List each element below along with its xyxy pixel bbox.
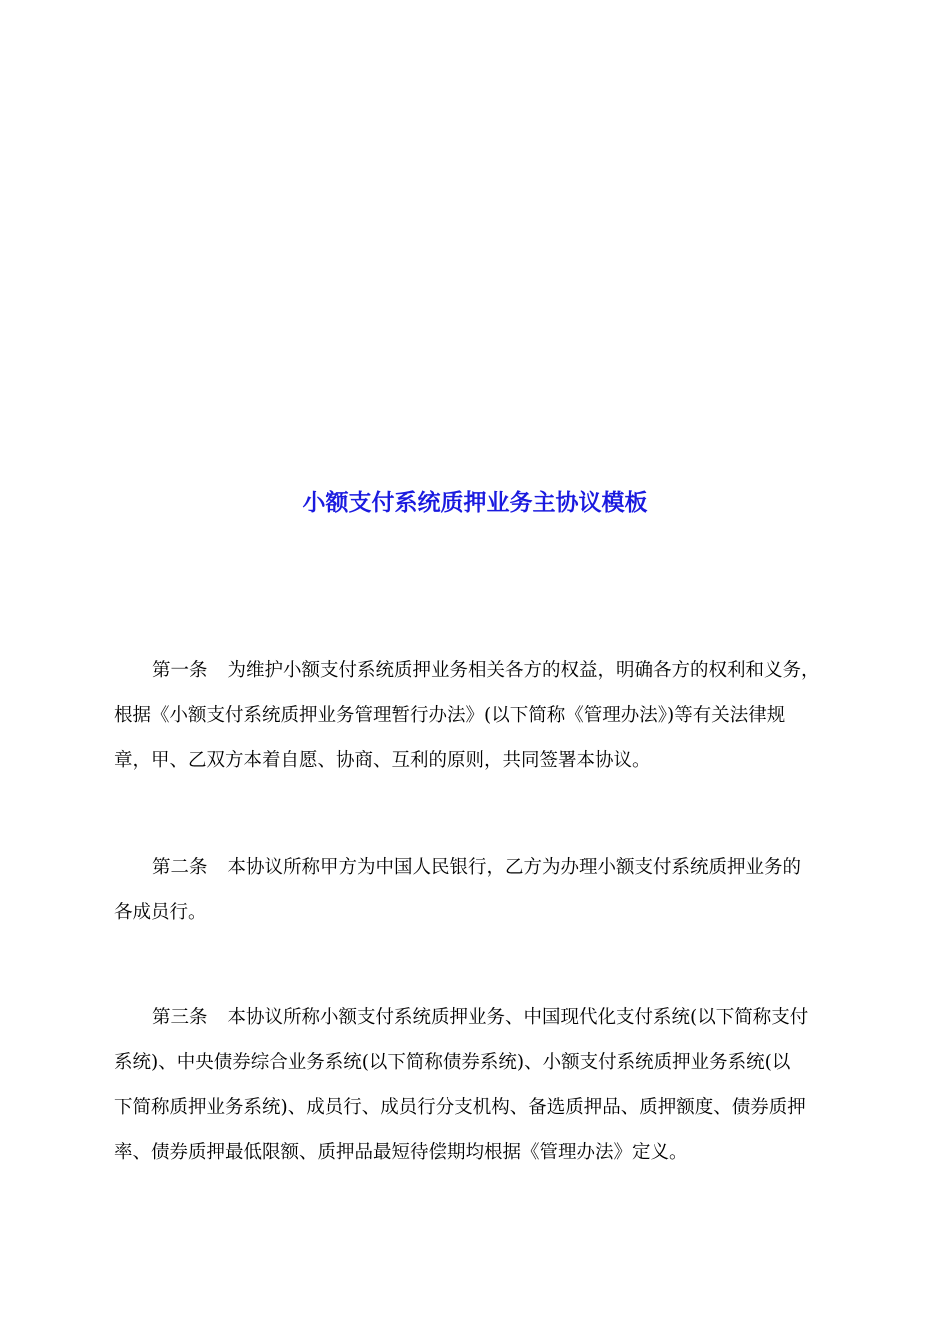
- article-3-line-2: 系统)、中央债券综合业务系统(以下简称债券系统)、小额支付系统质押业务系统(以: [114, 1052, 791, 1073]
- article-1-line-1: [114, 648, 852, 693]
- article-3-line-3: 下简称质押业务系统)、成员行、成员行分支机构、备选质押品、质押额度、债券质押: [114, 1097, 806, 1118]
- article-3-line-4: 率、债券质押最低限额、质押品最短待偿期均根据《管理办法》定义。: [114, 1142, 688, 1163]
- article-3: [114, 995, 852, 1175]
- article-3-line-1: [114, 995, 852, 1040]
- article-3-number: 第三条: [152, 1007, 208, 1028]
- article-2-number: 第二条: [152, 857, 208, 878]
- article-1-text-1: 为维护小额支付系统质押业务相关各方的权益，明确各方的权利和义务，: [227, 660, 820, 681]
- article-2-line-1: [114, 845, 852, 890]
- document-title: 小额支付系统质押业务主协议模板: [302, 489, 648, 516]
- article-1-line-3: 章，甲、乙双方本着自愿、协商、互利的原则，共同签署本协议。: [114, 750, 651, 771]
- article-1-number: 第一条: [152, 660, 208, 681]
- article-3-text-1: 本协议所称小额支付系统质押业务、中国现代化支付系统(以下简称支付: [227, 1007, 809, 1028]
- article-2-line-2: 各成员行。: [114, 902, 207, 923]
- article-1: [114, 648, 852, 783]
- article-1-line-2: 根据《小额支付系统质押业务管理暂行办法》(以下简称《管理办法》)等有关法律规: [114, 705, 786, 726]
- article-2-text-1: 本协议所称甲方为中国人民银行，乙方为办理小额支付系统质押业务的: [227, 857, 802, 878]
- article-2: [114, 845, 852, 935]
